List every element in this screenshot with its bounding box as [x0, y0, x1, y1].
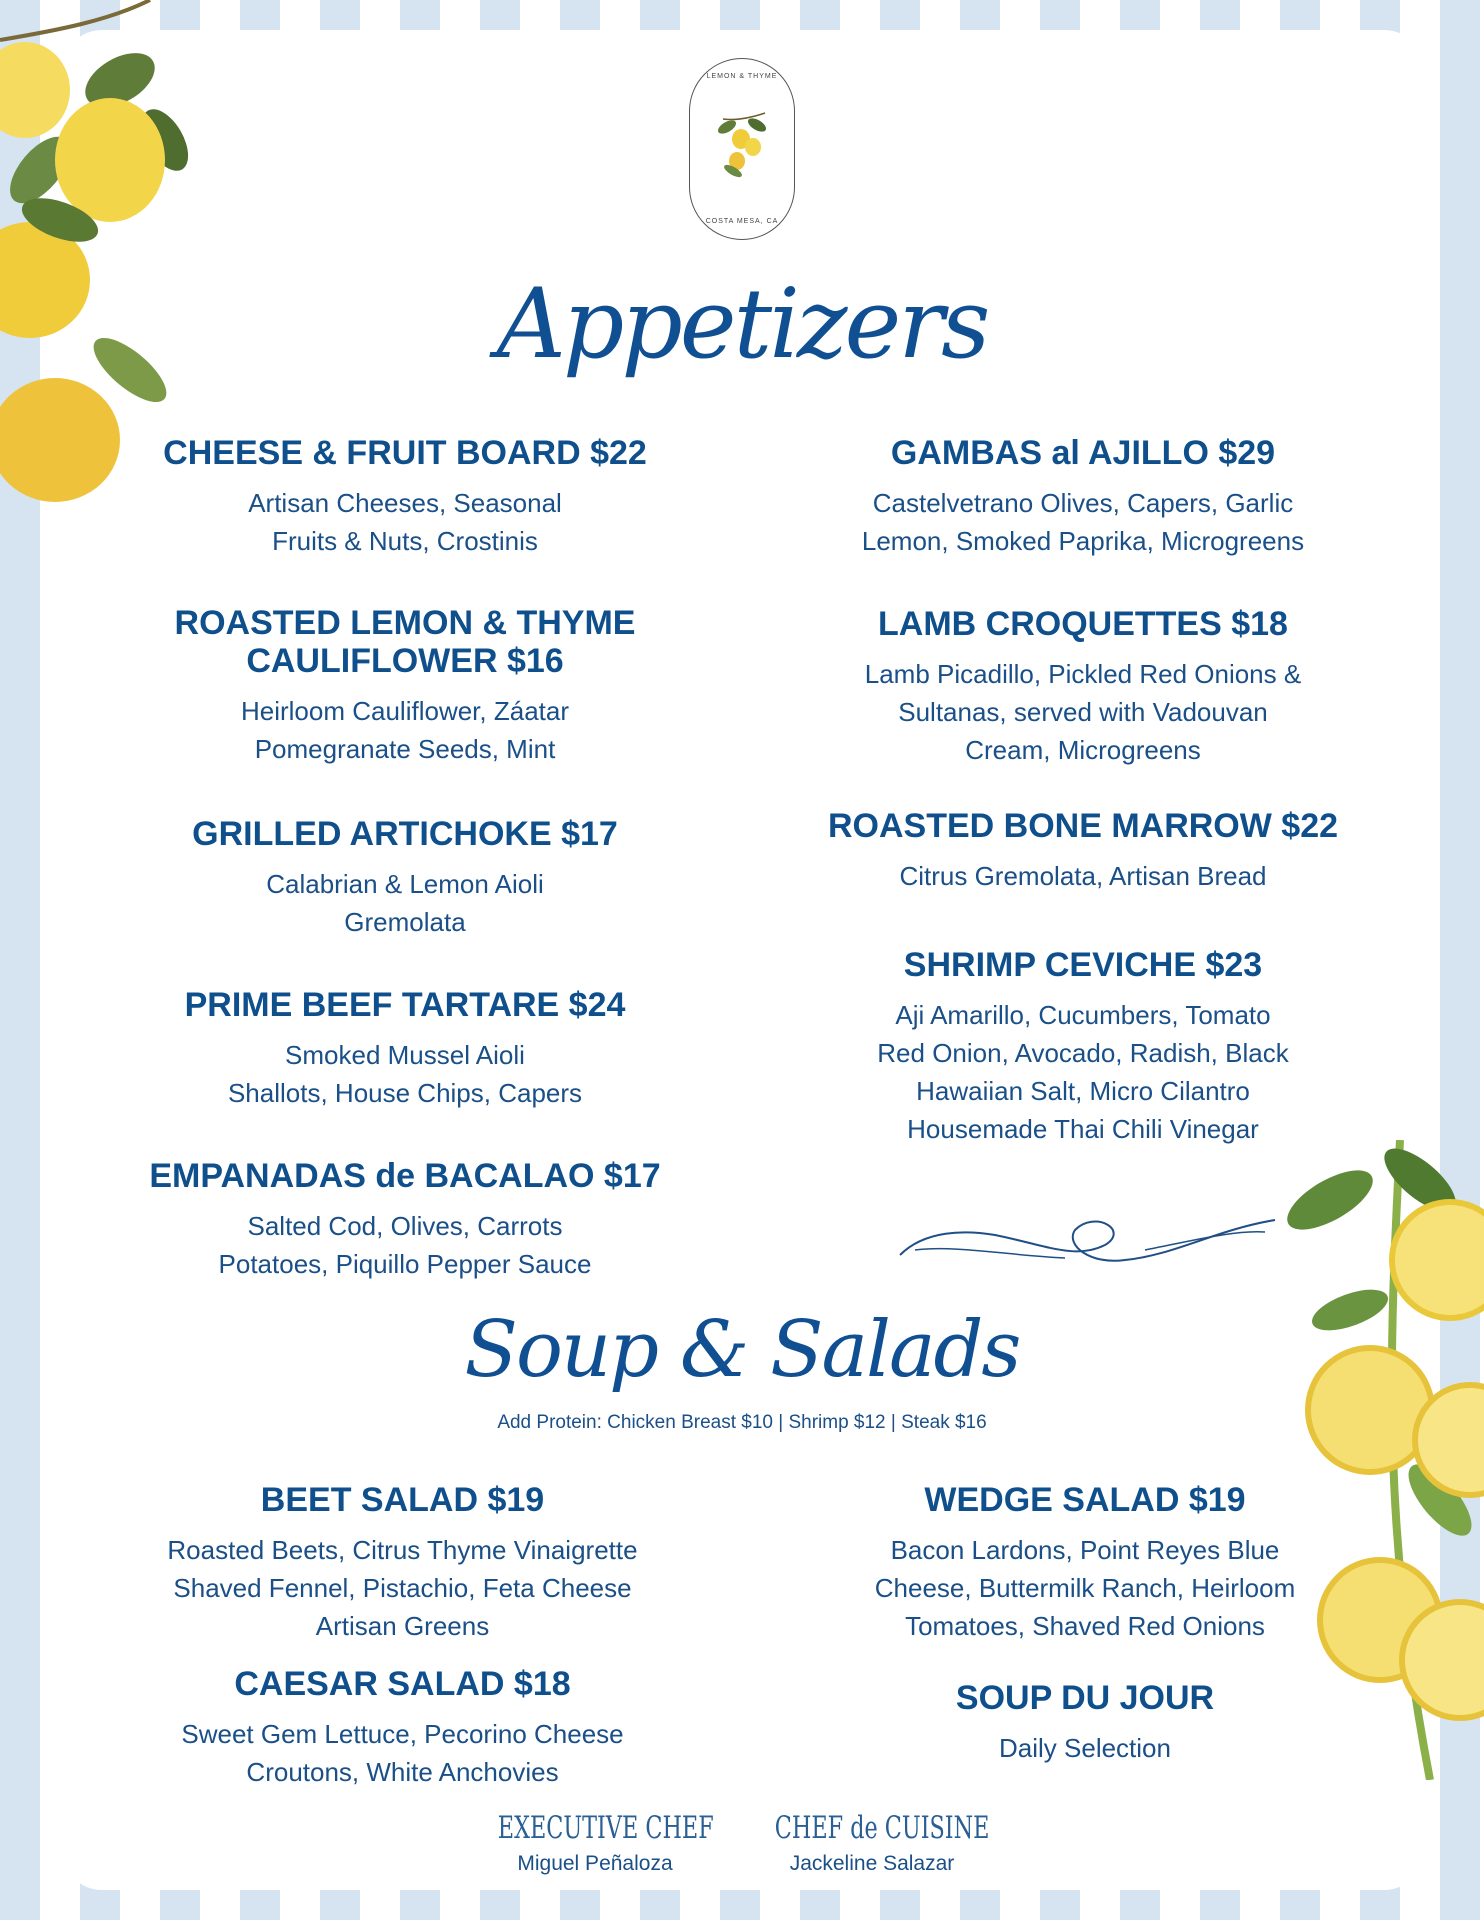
item-name: CAESAR SALAD $18: [234, 1665, 571, 1703]
menu-item: [800, 434, 1366, 560]
item-name: WEDGE SALAD $19: [924, 1481, 1246, 1519]
item-description: Sweet Gem Lettuce, Pecorino Cheese Croutons, White Anchovies: [181, 1719, 624, 1787]
chef-name: Miguel Peñaloza: [517, 1852, 673, 1875]
item-name: SHRIMP CEVICHE $23: [903, 946, 1263, 984]
menu-item: [130, 1481, 675, 1645]
item-description: Salted Cod, Olives, Carrots Potatoes, Piquillo Pepper Sauce: [218, 1211, 592, 1279]
logo-bottom-text: COSTA MESA, CA: [705, 218, 779, 225]
item-name: GRILLED ARTICHOKE $17: [192, 815, 618, 853]
item-description: Aji Amarillo, Cucumbers, Tomato Red Onion, Avocado, Radish, Black Hawaiian Salt, Micro Cilantro Housemade Thai Chili Vinegar: [877, 1000, 1289, 1144]
menu-item: [130, 986, 680, 1112]
item-name: ROASTED BONE MARROW $22: [827, 807, 1339, 845]
lemon-logo-icon: [713, 109, 773, 189]
chef-role: EXECUTIVE CHEF: [497, 1810, 714, 1846]
item-description: Calabrian & Lemon Aioli Gremolata: [266, 869, 544, 937]
restaurant-logo: [689, 58, 795, 240]
item-description: Smoked Mussel Aioli Shallots, House Chips, Capers: [227, 1040, 583, 1108]
menu-item: [130, 604, 680, 768]
item-description: Artisan Cheeses, Seasonal Fruits & Nuts, Crostinis: [248, 488, 562, 556]
item-description: Bacon Lardons, Point Reyes Blue Cheese, Buttermilk Ranch, Heirloom Tomatoes, Shaved Red Onions: [874, 1535, 1296, 1641]
menu-item: [130, 1157, 680, 1283]
item-description: Daily Selection: [999, 1733, 1171, 1763]
chef-name: Jackeline Salazar: [789, 1852, 955, 1875]
item-name: CHEESE & FRUIT BOARD $22: [163, 434, 647, 472]
menu-item: [130, 434, 680, 560]
menu-item: [130, 1665, 675, 1791]
chef-role: CHEF de CUISINE: [774, 1810, 990, 1846]
item-name: GAMBAS al AJILLO $29: [890, 434, 1276, 472]
item-description: Citrus Gremolata, Artisan Bread: [899, 861, 1267, 891]
item-name: SOUP DU JOUR: [955, 1679, 1215, 1717]
item-name: LAMB CROQUETTES $18: [878, 605, 1288, 643]
appetizers-title: Appetizers: [496, 268, 988, 380]
item-name: BEET SALAD $19: [260, 1481, 545, 1519]
add-protein-note: Add Protein: Chicken Breast $10 | Shrimp $12 | Steak $16: [497, 1412, 987, 1433]
executive-chef: [460, 1810, 730, 1876]
menu-item: [800, 946, 1366, 1148]
menu-item: [810, 1481, 1360, 1645]
menu-item: [130, 815, 680, 941]
item-description: Castelvetrano Olives, Capers, Garlic Lemon, Smoked Paprika, Microgreens: [861, 488, 1305, 556]
menu-item: [800, 807, 1366, 895]
menu-item: [800, 605, 1366, 769]
chef-de-cuisine: [737, 1810, 1007, 1876]
item-name: EMPANADAS de BACALAO $17: [149, 1157, 661, 1195]
item-name: PRIME BEEF TARTARE $24: [184, 986, 626, 1024]
item-description: Lamb Picadillo, Pickled Red Onions & Sultanas, served with Vadouvan Cream, Microgreens: [864, 659, 1302, 765]
logo-top-text: LEMON & THYME: [706, 73, 778, 80]
item-name: ROASTED LEMON & THYME CAULIFLOWER $16: [174, 604, 636, 680]
soup-salads-title: Soup & Salads: [464, 1305, 1020, 1395]
ribbon-flourish: [895, 1200, 1280, 1280]
menu-item: [810, 1679, 1360, 1767]
item-description: Heirloom Cauliflower, Záatar Pomegranate Seeds, Mint: [240, 696, 569, 764]
item-description: Roasted Beets, Citrus Thyme Vinaigrette Shaved Fennel, Pistachio, Feta Cheese Artisan Greens: [167, 1535, 638, 1641]
